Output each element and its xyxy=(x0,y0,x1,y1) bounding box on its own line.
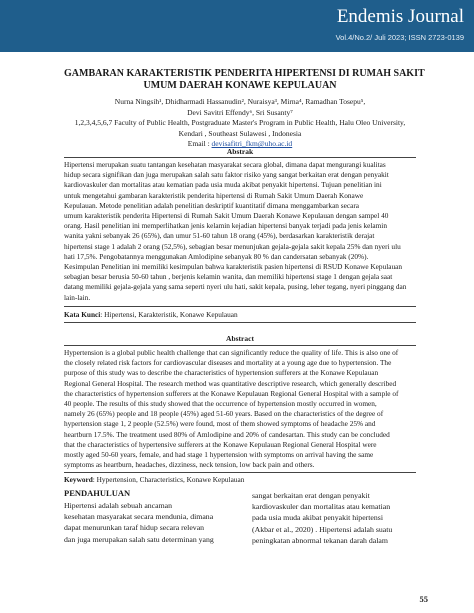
kata-kunci-line xyxy=(64,310,416,319)
intro-right-line: peningkatan abnormal tekanan darah dalam xyxy=(252,535,388,545)
abstract-line: namely 26 (65%) people and 18 people (45%) aged 51-60 years. Based on the characteristics of the degree of xyxy=(64,409,384,419)
abstrak-line: wanita yakni sebanyak 26 (65%), dan umur 51-60 tahun 18 orang (45%), berdasarkan karakteristik derajat xyxy=(64,231,375,241)
divider xyxy=(64,306,416,307)
divider xyxy=(64,345,416,346)
abstrak-body xyxy=(64,160,416,303)
abstrak-line: Hipertensi merupakan suatu tantangan kesehatan masyarakat secara global, dimana dapat mengurangi kualitas xyxy=(64,160,386,169)
page-number: 55 xyxy=(419,594,428,604)
abstrak-line: Kepulauan. Metode penelitian adalah penelitian deskriptif kuantitatif dimana menggambarkan secara xyxy=(64,200,360,210)
kata-kunci-label: Kata Kunci xyxy=(64,310,101,319)
abstrak-line: orang. Hasil penelitian ini memperlihatkan jenis kelamin kejadian hipertensi banyak terjadi pada jenis kelamin xyxy=(64,221,387,231)
abstract-line: Hypertension is a global public health challenge that can significantly reduce the quality of life. This is also one of xyxy=(64,348,399,357)
intro-right-line: sangat berkaitan erat dengan penyakit xyxy=(252,491,370,500)
keyword-values: : Hypertension, Characteristics, Konawe Kepulauan xyxy=(92,475,245,484)
abstract-line: mostly aged 50-60 years, female, and had stage 1 hypertension with symptoms on arrival having the same xyxy=(64,450,374,460)
abstract-line: the characteristics of hypertension sufferers at the Konawe Kepulauan Regional General Hospital with a sample of xyxy=(64,388,399,398)
abstract-body xyxy=(64,348,416,470)
intro-right-column xyxy=(252,490,420,546)
intro-right-line: (Akbar et al., 2020) . Hipertensi adalah suatu xyxy=(252,524,393,534)
divider xyxy=(64,157,416,158)
keyword-line xyxy=(64,475,416,484)
abstract-heading: Abstract xyxy=(226,334,254,343)
paper-title-line: GAMBARAN KARAKTERISTIK PENDERITA HIPERTENSI DI RUMAH SAKIT xyxy=(64,68,425,79)
email-label: Email : xyxy=(187,139,212,148)
section-heading-pendahuluan: PENDAHULUAN xyxy=(64,488,131,498)
abstract-line: heartburn 17.5%. The treatment used 80% of Amlodipine and 20% of candesartan. This study can be concluded xyxy=(64,429,390,439)
affiliation: Kendari , Southeast Sulawesi , Indonesia xyxy=(178,128,302,138)
paper-title-line: UMUM DAERAH KONAWE KEPULAUAN xyxy=(143,80,337,91)
abstrak-line: datang memiliki gejala-gejala yang sama seperti nyeri ulu hati, sakit kepala, pusing, leher tegang, nyeri pinggang dan xyxy=(64,282,407,292)
keyword-label: Keyword xyxy=(64,475,93,484)
intro-right-line: pada usia muda akibat penyakit hipertensi xyxy=(252,513,383,523)
intro-left-line: dan juga merupakan salah satu determinan yang xyxy=(64,534,214,544)
abstrak-line: untuk mengetahui gambaran karakteristik penderita hipertensi di Rumah Sakit Umum Daerah Konawe xyxy=(64,190,364,200)
abstract-line: hypertension stage 1, 2 people (52.5%) were found, most of them showed symptoms of headache 25% and xyxy=(64,419,376,429)
abstrak-line: lain-lain. xyxy=(64,292,91,302)
abstrak-line: Kesimpulan Penelitian ini memiliki kesimpulan bahwa karakteristik pasien hipertensi di RSUD Konawe Kepulauan xyxy=(64,262,403,272)
abstrak-line: hipertensi stage 1 adalah 2 orang (52,5%), sebagian besar menunjukan gejala-gejala sakit kepala 25% dan nyeri ulu xyxy=(64,241,401,251)
abstract-line: symptoms as heartburn, headaches, dizziness, neck tension, low back pain and others. xyxy=(64,460,315,470)
abstrak-line: hati 17,5%. Pengobatannya menggunakan Amlodipine sebanyak 80 % dan candersatan sebanyak (20%). xyxy=(64,251,369,261)
journal-header-band xyxy=(0,0,474,52)
divider xyxy=(64,472,416,473)
abstract-line: that the characteristics of hypertensive sufferers at the Konawe Kepulauan Regional General Hospital were xyxy=(64,439,377,449)
divider xyxy=(64,322,416,323)
intro-left-line: Hipertensi adalah sebuah ancaman xyxy=(64,501,173,510)
abstract-line: Regional General Hospital. The research method was quantitative descriptive research, which generally described xyxy=(64,378,397,388)
author-names: Nurna Ningsih¹, Dhidharmadi Hassanudin², Nuraisya³, Mirna⁴, Ramadhan Tosepu⁵, xyxy=(114,97,366,106)
paper-title xyxy=(64,68,425,92)
abstrak-line: umum karakteristik penderita Hipertensi di Rumah Sakit Umum Daerah Konawe Kepulauan dengan sampel 40 xyxy=(64,211,389,221)
affiliation: 1,2,3,4,5,6,7 Faculty of Public Health, Postgraduate Master's Program in Public Health, Halu Oleo University, xyxy=(74,118,406,127)
abstrak-line: sebagian besar berusia 50-60 tahun , berjenis kelamin wanita, dan memiliki hipertensi stage 1 dengan gejala saat xyxy=(64,272,393,282)
abstract-line: the closely related risk factors for cardiovascular diseases and mortality at a young age due to hypertension. The xyxy=(64,358,392,368)
intro-left-line: kesehatan masyarakat secara mendunia, dimana xyxy=(64,512,214,522)
abstract-line: purpose of this study was to describe the characteristics of hypertension sufferers at the Konawe Kepulauan xyxy=(64,368,379,378)
intro-right-line: kardiovaskuler dan mortalitas atau kematian xyxy=(252,502,391,512)
journal-issue-line: Vol.4/No.2/ Juli 2023; ISSN 2723-0139 xyxy=(335,33,464,42)
author-block xyxy=(64,97,416,150)
journal-name: Endemis Journal xyxy=(336,6,464,27)
author-names: Devi Savitri Effendy⁶, Sri Susanty⁷ xyxy=(187,107,293,117)
email-link[interactable]: devisafitri_fkm@uho.ac.id xyxy=(211,139,293,148)
intro-left-column xyxy=(64,500,234,545)
abstrak-heading: Abstrak xyxy=(226,147,254,156)
kata-kunci-values: : Hipertensi, Karakteristik, Konawe Kepulauan xyxy=(100,310,238,319)
intro-left-line: dapat menurunkan taraf hidup secara relevan xyxy=(64,523,205,533)
abstrak-line: hidup secara signifikan dan juga merupakan salah satu faktor risiko yang sangat berkaitan erat dengan penyakit xyxy=(64,170,389,180)
abstract-line: 40 people. The results of this study showed that the occurrence of hypertension mostly occurred in women, xyxy=(64,399,377,409)
abstrak-line: kardiovaskuler dan mortalitas atau kematian pada usia muda akibat penyakit hipertensi. Tujuan penelitian ini xyxy=(64,180,382,190)
